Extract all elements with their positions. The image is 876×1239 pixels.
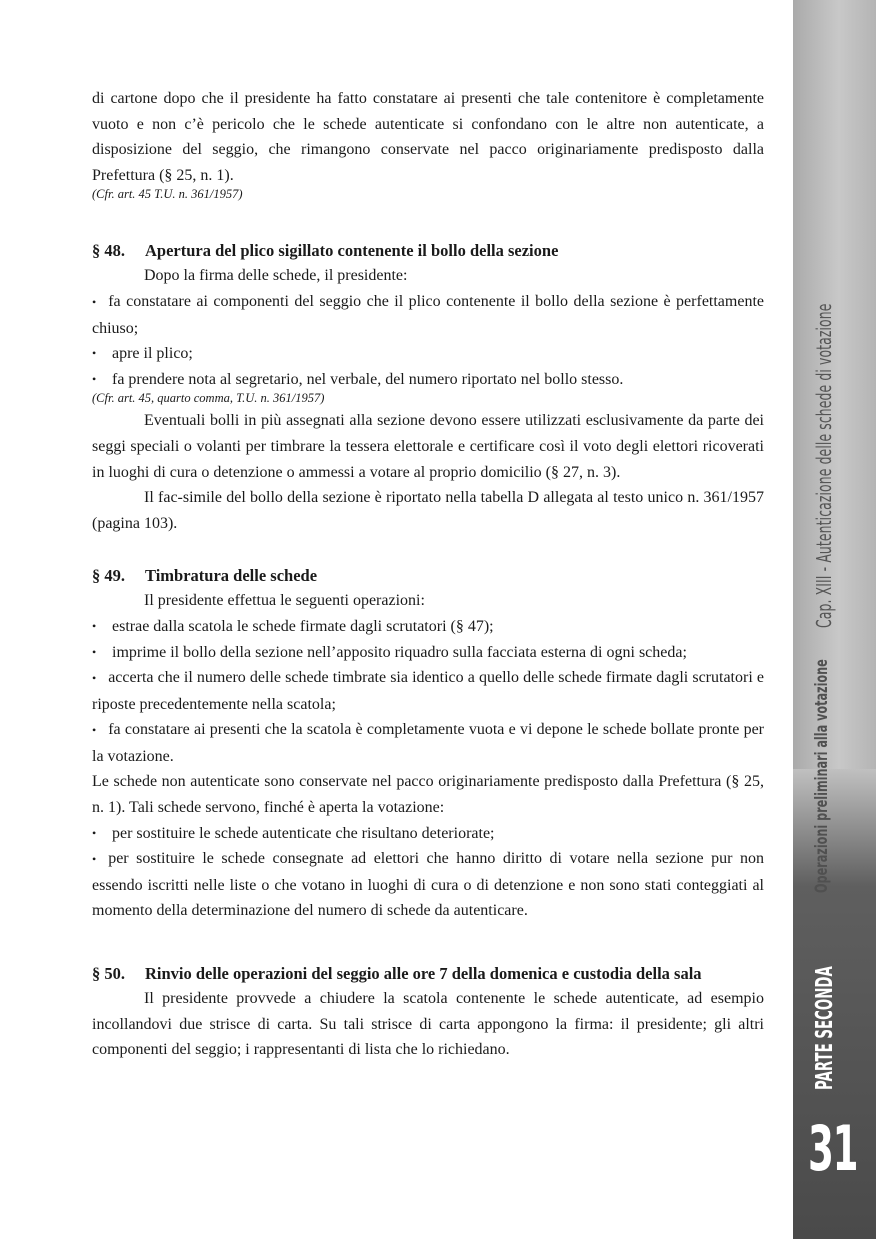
page-body [92,86,764,1063]
chapter-title: Cap. XIII - Autenticazione delle schede di votazione [812,303,836,628]
section-48-heading [92,239,764,263]
section-title: Apertura del plico sigillato contenente il bollo della sezione [145,241,559,261]
section-48-paragraph: Eventuali bolli in più assegnati alla sezione devono essere utilizzati esclusivamente da parte dei seggi speciali o volanti per timbrare la tessera elettorale e certificare così il voto degli elettori ricoverati in luoghi di cura o detenzione o ammessi a votare al proprio domicilio (§ 27, n. 3). [92,412,764,481]
section-title: Timbratura delle schede [145,566,318,586]
list-item: • fa constatare ai presenti che la scatola è completamente vuota e vi depone le schede bollate pronte per la votazione. [92,721,764,765]
list-item: • apre il plico; [92,341,764,367]
list-item: • imprime il bollo della sezione nell’apposito riquadro sulla facciata esterna di ogni scheda; [92,640,764,666]
section-49-lead: Il presidente effettua le seguenti operazioni: [144,592,425,610]
bullet-icon: • [92,852,97,867]
section-number: § 50. [92,964,125,984]
section-48-lead: Dopo la firma delle schede, il presidente: [144,267,408,285]
list-item: • fa constatare ai componenti del seggio che il plico contenente il bollo della sezione è perfettamente chiuso; [92,292,764,337]
section-49-paragraph: Le schede non autenticate sono conservate nel pacco originariamente predisposto dalla Prefettura (§ 25, n. 1). Tali schede servono, finché è aperta la votazione: [92,773,764,817]
bullet-icon: • [92,723,97,738]
list-item: • per sostituire le schede autenticate che risultano deteriorate; [92,821,764,847]
section-49-heading [92,564,764,588]
part-label: PARTE SECONDA [812,966,838,1090]
page-number: 31 [808,1112,858,1185]
bullet-icon: • [92,671,97,686]
section-label: Operazioni preliminari alla votazione [812,659,832,893]
list-item: • estrae dalla scatola le schede firmate dagli scrutatori (§ 47); [92,614,764,640]
bullet-icon: • [92,618,97,633]
bullet-icon: • [92,371,97,386]
section-50-paragraph: Il presidente provvede a chiudere la scatola contenente le schede autenticate, ad esempio incollandovi due strisce di carta. Su tali strisce di carta appongono la firma: il presidente; gli altri componenti del seggio; i rappresentanti di lista che lo richiedano. [92,990,764,1059]
section-number: § 49. [92,566,125,586]
list-item: • fa prendere nota al segretario, nel verbale, del numero riportato nel bollo stesso. [92,367,764,393]
bullet-icon: • [92,294,97,309]
bullet-icon: • [92,644,97,659]
bullet-icon: • [92,825,97,840]
section-title: Rinvio delle operazioni del seggio alle ore 7 della domenica e custodia della sala [145,964,702,984]
section-48-paragraph: Il fac-simile del bollo della sezione è riportato nella tabella D allegata al testo unico n. 361/1957 (pagina 103). [92,489,764,532]
list-item: • per sostituire le schede consegnate ad elettori che hanno diritto di votare nella sezione pur non essendo iscritti nelle liste o che votano in luoghi di cura o di detenzione e non sono stati conteggiati al momento della determinazione del numero di schede da autenticare. [92,850,764,920]
intro-paragraph: di cartone dopo che il presidente ha fatto constatare ai presenti che tale contenitore è completamente vuoto e non c’è pericolo che le schede autenticate si confondano con le altre non autenticate, a disposizione del seggio, che rimangono conservate nel pacco originariamente predisposto dalla Prefettura (§ 25, n. 1). [92,90,764,184]
section-50-heading [92,962,764,986]
section-48-citation: (Cfr. art. 45, quarto comma, T.U. n. 361/1957) [92,391,325,406]
intro-citation: (Cfr. art. 45 T.U. n. 361/1957) [92,187,243,202]
bullet-icon: • [92,346,97,361]
list-item: • accerta che il numero delle schede timbrate sia identico a quello delle schede firmate dagli scrutatori e riposte precedentemente nella scatola; [92,669,764,713]
section-number: § 48. [92,241,125,261]
